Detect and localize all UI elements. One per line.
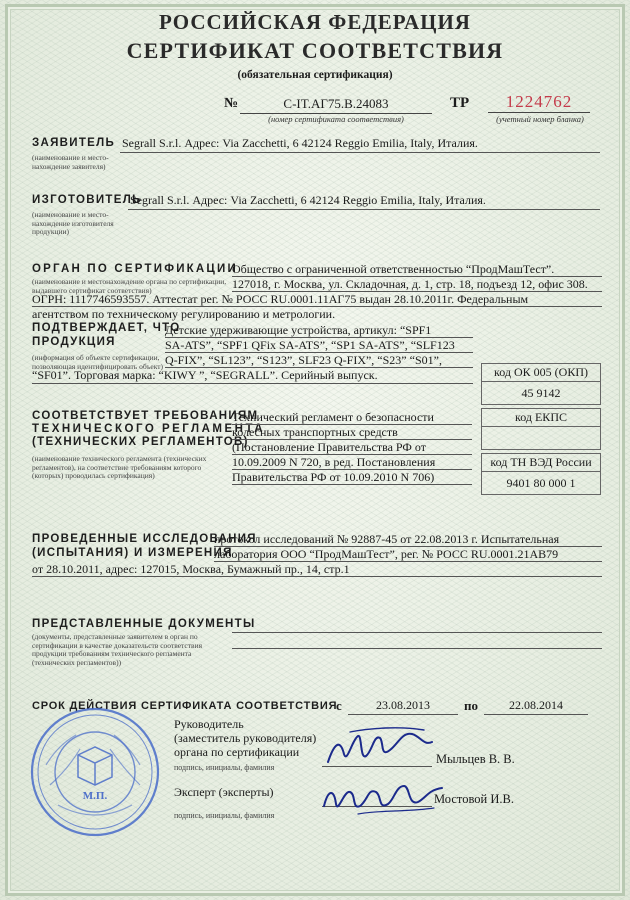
head-sign-caption: подпись, инициалы, фамилия [174,763,275,772]
applicant-caption: (наименование и место-нахождение заявителя) [32,153,109,171]
certificate-number-caption: (номер сертификата соответствия) [268,114,404,124]
product-underline-1 [165,337,473,338]
validity-to-date: 22.08.2014 [509,698,563,712]
number-sign: № [224,96,239,111]
compliance-heading-3: (ТЕХНИЧЕСКИХ РЕГЛАМЕНТОВ) [32,436,249,448]
certification-body-underline-2 [232,291,602,292]
validity-label: СРОК ДЕЙСТВИЯ СЕРТИФИКАТА СООТВЕТСТВИЯ [32,700,338,712]
compliance-line4: 10.09.2009 N 720, в ред. Постановления [232,455,436,469]
head-signature-icon [320,724,440,772]
product-caption: (информация об объекте сертификации, позволяющая идентифицировать объект) [32,353,164,371]
compliance-line3: (Постановление Правительства РФ от [232,440,426,454]
compliance-heading-1: СООТВЕТСТВУЕТ ТРЕБОВАНИЯМ [32,410,259,422]
document-title: СЕРТИФИКАТ СООТВЕТСТВИЯ [126,38,504,63]
compliance-caption: (наименование технического регламента (технических регламентов), на соответствие требованиям которого (которых) проводилась сертификация) [32,454,207,481]
document-subtitle: (обязательная сертификация) [237,69,393,81]
compliance-underline-2 [232,439,472,440]
research-line1: протокол исследований № 92887-45 от 22.08.2013 г. Испытательная [214,532,560,546]
research-line2: лаборатория ООО “ПродМашТест”, рег. № РОСС RU.0001.21АВ79 [214,547,559,561]
okp-code-label: код ОК 005 (ОКП) [482,364,600,382]
compliance-underline-5 [232,484,472,485]
expert-name: Мостовой И.В. [434,792,514,806]
validity-from-underline [348,714,458,715]
applicant-underline [120,152,600,153]
product-line3: Q-FIX”, “SL123”, “S123”, SLF23 Q-FIX”, “S23” “S01”, [165,353,442,367]
head-line-3: органа по сертификации [174,745,300,759]
product-underline-4 [32,383,473,384]
official-seal-icon [28,705,162,839]
applicant-heading: ЗАЯВИТЕЛЬ [32,137,116,149]
product-underline-3 [165,367,473,368]
applicant-value: Segrall S.r.l. Адрес: Via Zacchetti, 6 42124 Reggio Emilia, Italy, Италия. [122,136,478,150]
certification-body-line2: 127018, г. Москва, ул. Складочная, д. 1, стр. 18, подъезд 12, офис 308. [232,277,588,291]
expert-sign-caption: подпись, инициалы, фамилия [174,811,275,820]
validity-from-date: 23.08.2013 [376,698,430,712]
manufacturer-value: Segrall S.r.l. Адрес: Via Zacchetti, 6 42124 Reggio Emilia, Italy, Италия. [130,193,486,207]
validity-from-prefix: с [336,698,342,713]
certification-body-line1: Общество с ограниченной ответственностью “ПродМашТест”. [232,262,555,276]
head-line-1: Руководитель [174,717,244,731]
manufacturer-heading: ИЗГОТОВИТЕЛЬ [32,194,142,206]
research-line3: от 28.10.2011, адрес: 127015, Москва, Бумажный пр., 14, стр.1 [32,562,350,576]
seal-center-text: М.П. [82,790,108,802]
ekps-code-box [481,408,601,450]
certification-body-line3: ОГРН: 1117746593557. Аттестат рег. № РОСС RU.0001.11АГ75 выдан 28.10.2011г. Федеральным [32,292,529,306]
okp-code-value: 45 9142 [521,386,561,400]
compliance-line2: колесных транспортных средств [232,425,398,439]
product-line2: SA-ATS”, “SPF1 QFix SA-ATS”, “SP1 SA-ATS”, “SLF123 [165,338,455,352]
product-line4: “SF01”. Торговая марка: “KIWY ”, “SEGRALL”. Серийный выпуск. [32,368,378,382]
documents-underline-1 [232,632,602,633]
head-name: Мыльцев В. В. [436,752,515,766]
compliance-heading-2: ТЕХНИЧЕСКОГО РЕГЛАМЕНТА [32,423,266,435]
blank-number: 1224762 [488,92,590,113]
research-heading-1: ПРОВЕДЕННЫЕ ИССЛЕДОВАНИЯ [32,533,257,545]
research-underline-3 [32,576,602,577]
certification-body-underline-3 [32,306,602,307]
validity-to-underline [484,714,588,715]
certification-body-caption: (наименование и местонахождение органа по сертификации, выдавшего сертификат соответствия) [32,277,227,295]
validity-to-prefix: по [464,698,478,713]
expert-signature-icon [318,776,448,820]
compliance-underline-4 [232,469,472,470]
expert-label: Эксперт (эксперты) [174,785,274,799]
compliance-underline-1 [232,424,472,425]
manufacturer-underline [128,209,600,210]
certification-body-line4: агентством по техническому регулированию и метрологии. [32,307,336,321]
okp-code-box [481,363,601,405]
tnved-code-box [481,453,601,495]
head-line-2: (заместитель руководителя) [174,731,317,745]
tnved-code-value: 9401 80 000 1 [506,476,576,490]
research-underline-2 [214,561,602,562]
certification-body-heading: ОРГАН ПО СЕРТИФИКАЦИИ [32,263,238,275]
country-title: РОССИЙСКАЯ ФЕДЕРАЦИЯ [159,10,471,34]
product-heading-2: ПРОДУКЦИЯ [32,336,116,348]
documents-underline-2 [232,648,602,649]
ekps-code-label: код ЕКПС [482,409,600,427]
product-heading-1: ПОДТВЕРЖДАЕТ, ЧТО [32,322,181,334]
compliance-line1: Технический регламент о безопасности [232,410,434,424]
research-underline-1 [214,546,602,547]
documents-caption: (документы, представленные заявителем в орган по сертификации в качестве доказательств соответствия продукции требованиям технического регламента (технических регламентов)) [32,632,203,667]
compliance-line5: Правительства РФ от 10.09.2010 N 706) [232,470,435,484]
tnved-code-label: код ТН ВЭД России [482,454,600,472]
certificate-number: C-IT.АГ75.B.24083 [240,96,432,114]
certification-body-underline-1 [232,276,602,277]
compliance-underline-3 [232,454,472,455]
product-underline-2 [165,352,473,353]
documents-heading: ПРЕДСТАВЛЕННЫЕ ДОКУМЕНТЫ [32,618,256,630]
research-heading-2: (ИСПЫТАНИЯ) И ИЗМЕРЕНИЯ [32,547,233,559]
product-line1: Детские удерживающие устройства, артикул: “SPF1 [165,323,432,337]
manufacturer-caption: (наименование и место-нахождение изготовителя продукции) [32,210,114,237]
blank-number-caption: (учетный номер бланка) [496,114,584,124]
tr-label: ТР [450,95,470,111]
